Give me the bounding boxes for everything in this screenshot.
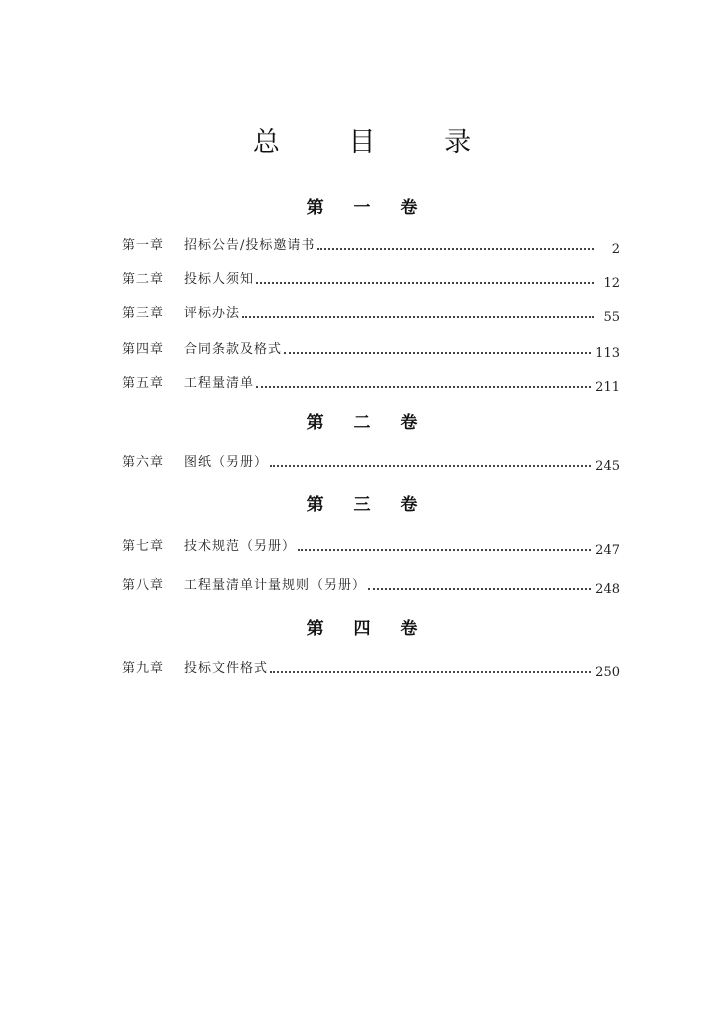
- toc-chapter: 第一章: [122, 238, 165, 253]
- toc-entry[interactable]: [122, 301, 620, 323]
- toc-page-number: 55: [603, 310, 620, 325]
- toc-title: 投标文件格式: [184, 661, 269, 676]
- page-title: 总 目 录: [252, 127, 502, 158]
- toc-page-number: 113: [595, 346, 620, 361]
- toc-entry[interactable]: [122, 450, 620, 472]
- toc-chapter: 第七章: [122, 539, 165, 554]
- volume-heading: 第 三 卷: [306, 495, 430, 515]
- toc-title: 合同条款及格式: [184, 342, 283, 357]
- toc-title: 技术规范（另册）: [184, 539, 297, 554]
- toc-leader: [298, 548, 591, 551]
- toc-leader: [270, 670, 591, 673]
- toc-page-number: 211: [595, 380, 620, 395]
- toc-entry[interactable]: [122, 267, 620, 289]
- toc-page-number: 248: [595, 582, 620, 597]
- toc-page-number: 247: [595, 543, 620, 558]
- toc-title: 招标公告/投标邀请书: [184, 238, 316, 253]
- toc-leader: [256, 281, 594, 284]
- toc-leader: [256, 385, 591, 388]
- toc-entry[interactable]: [122, 371, 620, 393]
- toc-entry[interactable]: [122, 656, 620, 678]
- toc-title: 工程量清单计量规则（另册）: [184, 578, 367, 593]
- toc-page-number: 250: [595, 665, 620, 680]
- volume-heading: 第 四 卷: [306, 619, 430, 639]
- toc-page-number: 245: [595, 459, 620, 474]
- toc-title: 图纸（另册）: [184, 455, 269, 470]
- toc-page-number: 12: [603, 276, 620, 291]
- volume-heading: 第 二 卷: [306, 413, 430, 433]
- toc-chapter: 第四章: [122, 342, 165, 357]
- toc-entry[interactable]: [122, 337, 620, 359]
- toc-chapter: 第八章: [122, 578, 165, 593]
- volume-heading: 第 一 卷: [306, 198, 430, 218]
- toc-page-number: 2: [611, 242, 620, 257]
- toc-entry[interactable]: [122, 534, 620, 556]
- toc-chapter: 第九章: [122, 661, 165, 676]
- toc-chapter: 第二章: [122, 272, 165, 287]
- toc-leader: [242, 315, 594, 318]
- toc-leader: [317, 247, 594, 250]
- toc-title: 评标办法: [184, 306, 241, 321]
- toc-entry[interactable]: [122, 233, 620, 255]
- toc-chapter: 第六章: [122, 455, 165, 470]
- toc-chapter: 第三章: [122, 306, 165, 321]
- toc-title: 投标人须知: [184, 272, 255, 287]
- toc-leader: [270, 464, 591, 467]
- toc-leader: [284, 351, 591, 354]
- toc-entry[interactable]: [122, 573, 620, 595]
- toc-title: 工程量清单: [184, 376, 255, 391]
- toc-chapter: 第五章: [122, 376, 165, 391]
- toc-leader: [368, 587, 591, 590]
